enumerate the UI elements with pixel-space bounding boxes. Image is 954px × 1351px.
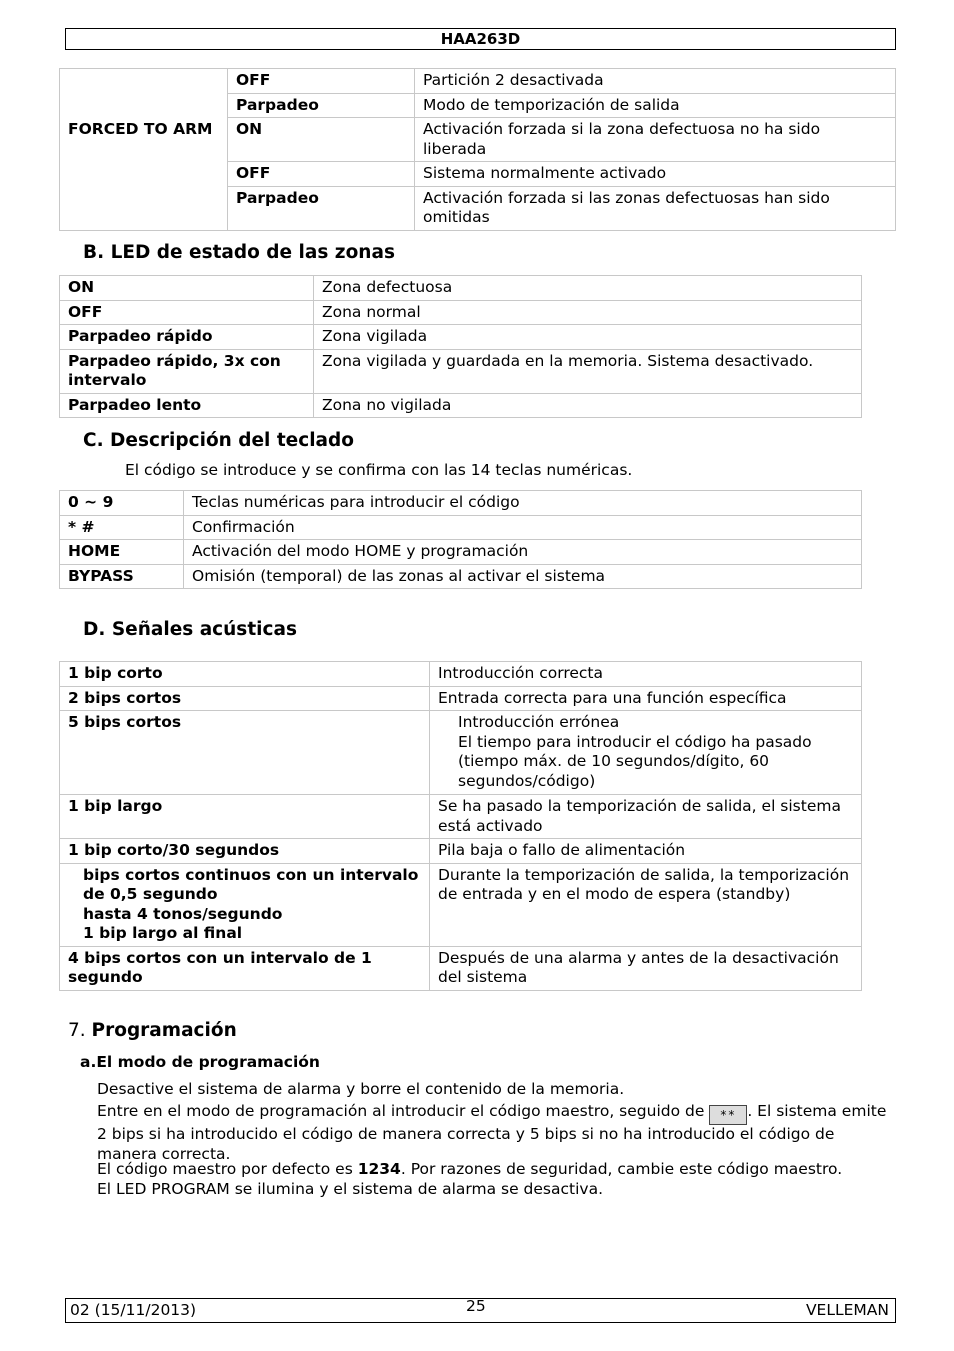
key-function: Activación del modo HOME y programación: [184, 540, 862, 565]
model-number: HAA263D: [440, 30, 521, 48]
signal-name-line: hasta 4 tonos/segundo: [83, 904, 283, 923]
document-header: [65, 28, 896, 50]
led-state: Parpadeo lento: [60, 393, 314, 418]
led-meaning: Zona defectuosa: [314, 276, 862, 301]
signal-name-line: bips cortos continuos con un intervalo de 0,5 segundo: [83, 865, 419, 903]
state-cell: Parpadeo: [228, 93, 415, 118]
paragraph-part: Entre en el modo de programación al introducir el código maestro, seguido de: [97, 1102, 705, 1120]
paragraph: [97, 1102, 887, 1164]
signal-name: 5 bips cortos: [60, 711, 430, 795]
signal-meaning-line: Introducción errónea: [458, 713, 620, 731]
signal-name: 1 bip corto/30 segundos: [60, 839, 430, 864]
paragraph: [97, 1160, 887, 1180]
led-meaning: Zona vigilada y guardada en la memoria. Sistema desactivado.: [314, 349, 862, 393]
keypad-table: [59, 490, 862, 589]
paragraph-part: . El sistema emite 2 bips si ha introducido el código de manera correcta y 5 bips si no ha introducido el código de manera correcta.: [97, 1102, 887, 1163]
signal-name-line: 1 bip largo al final: [83, 924, 243, 942]
master-code: 1234: [357, 1160, 401, 1178]
led-meaning: Zona normal: [314, 300, 862, 325]
key-name: 0 ~ 9: [60, 491, 184, 516]
section-7a-subtitle: a.El modo de programación: [80, 1053, 320, 1071]
footer-brand: VELLEMAN: [805, 1301, 889, 1319]
state-cell: Parpadeo: [228, 186, 415, 230]
led-state: Parpadeo rápido, 3x con intervalo: [60, 349, 314, 393]
led-status-table: [59, 275, 862, 418]
state-cell: OFF: [228, 162, 415, 187]
signal-name: 1 bip corto: [60, 662, 430, 687]
section-7-title: Programación: [91, 1020, 237, 1041]
paragraph-part: El código maestro por defecto es: [97, 1160, 358, 1178]
key-name: * #: [60, 515, 184, 540]
signal-meaning: Pila baja o fallo de alimentación: [430, 839, 862, 864]
signal-meaning: Entrada correcta para una función específica: [430, 686, 862, 711]
desc-cell: Activación forzada si las zonas defectuosas han sido omitidas: [415, 186, 896, 230]
forced-to-arm-label: FORCED TO ARM: [60, 118, 228, 231]
signal-name: 2 bips cortos: [60, 686, 430, 711]
key-function: Omisión (temporal) de las zonas al activar el sistema: [184, 564, 862, 589]
section-7-number: 7.: [68, 1020, 86, 1041]
state-cell: OFF: [228, 69, 415, 94]
signal-meaning: [430, 711, 862, 795]
footer-date: 02 (15/11/2013): [70, 1301, 197, 1319]
desc-cell: Activación forzada si la zona defectuosa no ha sido liberada: [415, 118, 896, 162]
signal-meaning: Después de una alarma y antes de la desactivación del sistema: [430, 946, 862, 990]
key-function: Confirmación: [184, 515, 862, 540]
signal-meaning: Se ha pasado la temporización de salida, el sistema está activado: [430, 795, 862, 839]
key-name: BYPASS: [60, 564, 184, 589]
section-d-title: D. Señales acústicas: [83, 619, 297, 640]
section-c-title: C. Descripción del teclado: [83, 430, 354, 451]
desc-cell: Sistema normalmente activado: [415, 162, 896, 187]
led-state: OFF: [60, 300, 314, 325]
led-state: ON: [60, 276, 314, 301]
signal-meaning: Durante la temporización de salida, la temporización de entrada y en el modo de espera (standby): [430, 863, 862, 946]
signal-name: 1 bip largo: [60, 795, 430, 839]
led-meaning: Zona vigilada: [314, 325, 862, 350]
signal-name: 4 bips cortos con un intervalo de 1 segundo: [60, 946, 430, 990]
desc-cell: Partición 2 desactivada: [415, 69, 896, 94]
paragraph: Desactive el sistema de alarma y borre el contenido de la memoria.: [97, 1080, 625, 1098]
signal-meaning-line: El tiempo para introducir el código ha pasado (tiempo máx. de 10 segundos/dígito, 60 segundos/código): [458, 732, 812, 790]
section-c-intro: El código se introduce y se confirma con las 14 teclas numéricas.: [125, 461, 633, 479]
section-7-heading: [68, 1020, 237, 1041]
led-meaning: Zona no vigilada: [314, 393, 862, 418]
key-function: Teclas numéricas para introducir el código: [184, 491, 862, 516]
led-state: Parpadeo rápido: [60, 325, 314, 350]
signal-name: [60, 863, 430, 946]
desc-cell: Modo de temporización de salida: [415, 93, 896, 118]
section-b-title: B. LED de estado de las zonas: [83, 242, 395, 263]
signal-meaning: Introducción correcta: [430, 662, 862, 687]
paragraph: El LED PROGRAM se ilumina y el sistema de alarma se desactiva.: [97, 1180, 604, 1198]
key-name: HOME: [60, 540, 184, 565]
forced-to-arm-table: [59, 68, 896, 231]
page-number: 25: [466, 1297, 486, 1315]
state-cell: ON: [228, 118, 415, 162]
paragraph-part: . Por razones de seguridad, cambie este código maestro.: [400, 1160, 843, 1178]
acoustic-signals-table: [59, 661, 862, 991]
keypad-star-keys-icon: **: [709, 1105, 747, 1125]
